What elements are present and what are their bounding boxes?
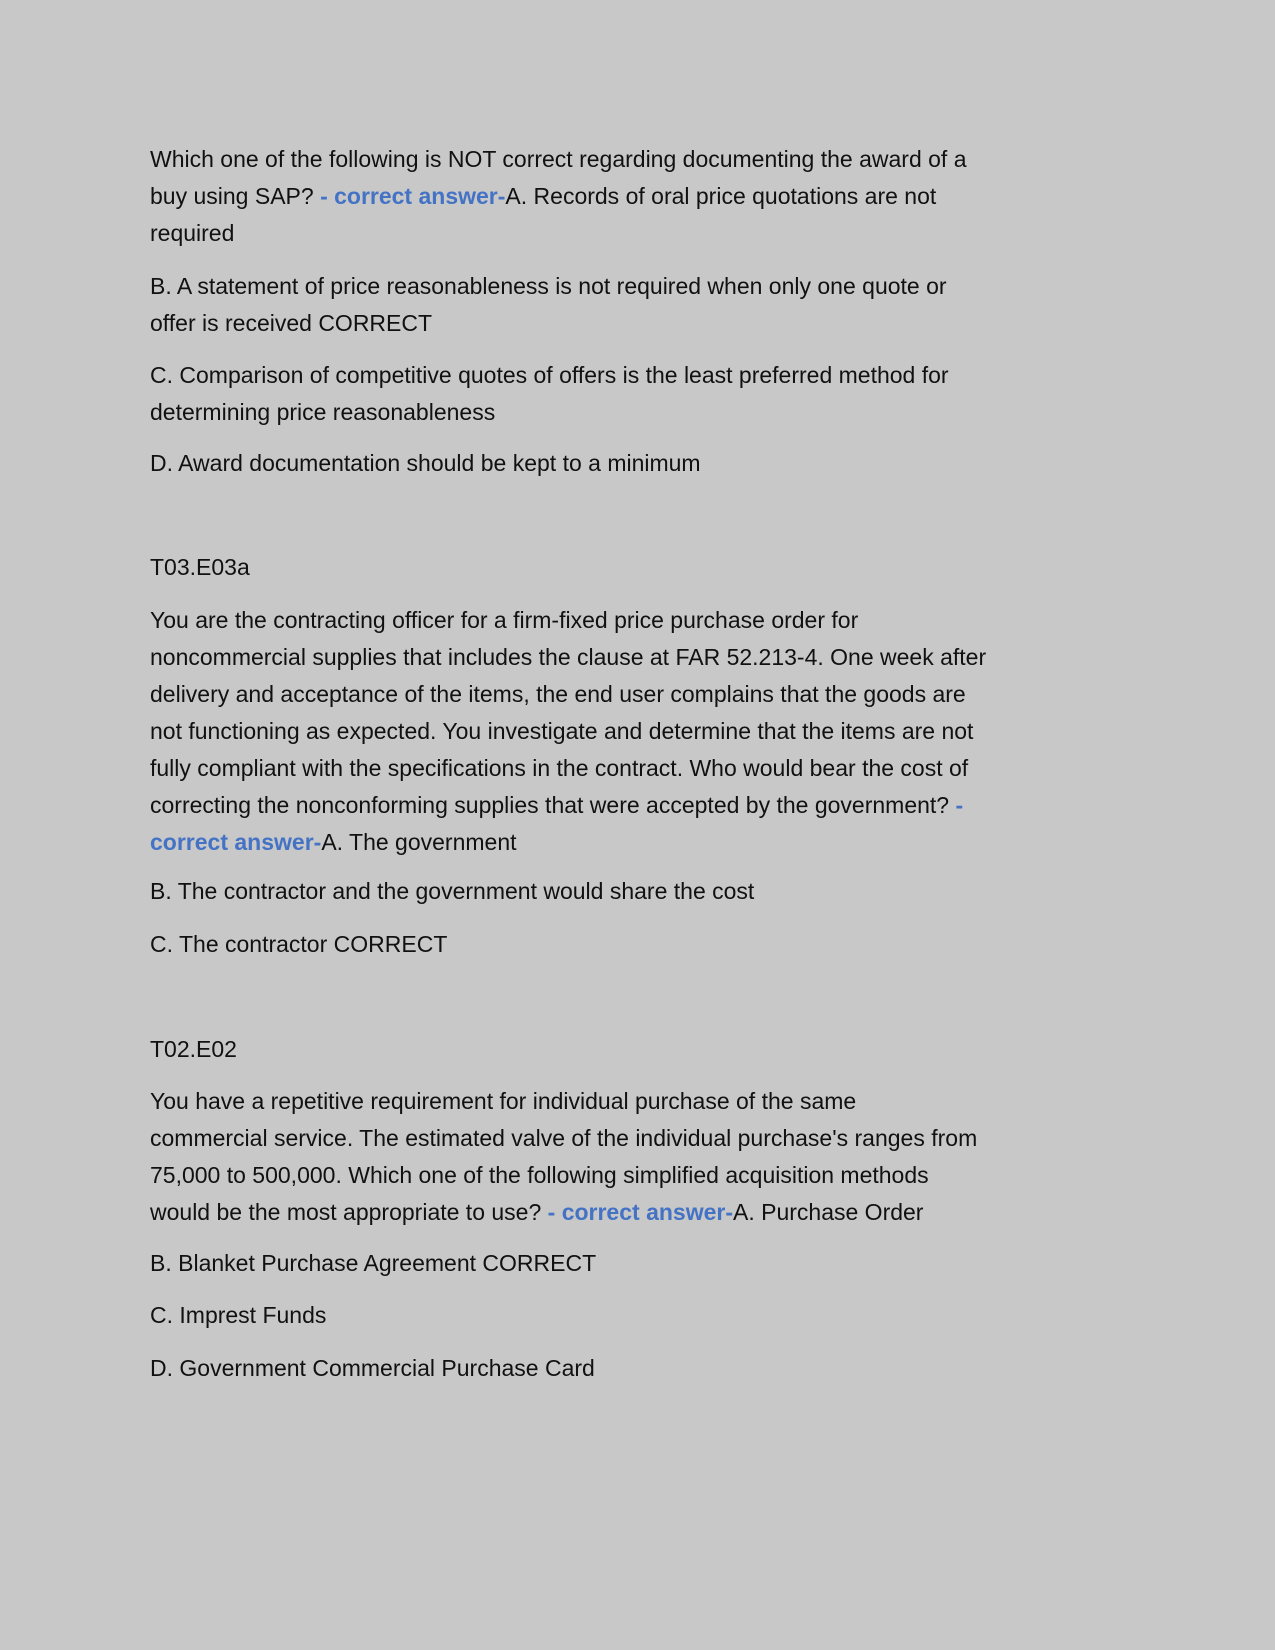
text-line: noncommercial supplies that includes the clause at FAR 52.213-4. One week after	[150, 644, 987, 670]
option-d: D. Government Commercial Purchase Card	[150, 1355, 595, 1381]
answer-marker: - correct answer-	[547, 1199, 733, 1225]
option-b: B. Blanket Purchase Agreement CORRECT	[150, 1250, 597, 1276]
answer-a: A. Purchase Order	[733, 1199, 924, 1225]
option-c: C. The contractor CORRECT	[150, 931, 448, 957]
text: would be the most appropriate to use?	[150, 1199, 548, 1225]
text: correcting the nonconforming supplies that were accepted by the government?	[150, 792, 956, 818]
text-line: 75,000 to 500,000. Which one of the following simplified acquisition methods	[150, 1162, 929, 1188]
text-line: You have a repetitive requirement for individual purchase of the same	[150, 1088, 857, 1114]
option-c: C. Imprest Funds	[150, 1302, 327, 1328]
question-1	[150, 141, 967, 252]
answer-marker: correct answer-	[150, 829, 322, 855]
option-c	[150, 357, 949, 431]
text-line: determining price reasonableness	[150, 399, 496, 425]
question-id: T03.E03a	[150, 554, 250, 580]
question-3	[150, 1083, 977, 1231]
option-b	[150, 268, 947, 342]
text-line: C. Comparison of competitive quotes of offers is the least preferred method for	[150, 362, 949, 388]
text-line: You are the contracting officer for a firm-fixed price purchase order for	[150, 607, 859, 633]
text-line: fully compliant with the specifications in the contract. Who would bear the cost of	[150, 755, 969, 781]
text-line: commercial service. The estimated valve of the individual purchase's ranges from	[150, 1125, 978, 1151]
text-line: delivery and acceptance of the items, the end user complains that the goods are	[150, 681, 966, 707]
text-line: Which one of the following is NOT correct regarding documenting the award of a	[150, 146, 967, 172]
option-d: D. Award documentation should be kept to a minimum	[150, 450, 701, 476]
text-line: not functioning as expected. You investigate and determine that the items are not	[150, 718, 974, 744]
answer-marker: - correct answer-	[320, 183, 506, 209]
text-line: required	[150, 220, 235, 246]
answer-a: A. The government	[321, 829, 517, 855]
text-line: offer is received CORRECT	[150, 310, 433, 336]
answer-a: A. Records of oral price quotations are not	[505, 183, 937, 209]
answer-marker: -	[955, 792, 964, 818]
question-id: T02.E02	[150, 1036, 237, 1062]
question-2	[150, 602, 986, 861]
text-line: B. A statement of price reasonableness is not required when only one quote or	[150, 273, 947, 299]
option-b: B. The contractor and the government would share the cost	[150, 878, 755, 904]
text: buy using SAP?	[150, 183, 321, 209]
